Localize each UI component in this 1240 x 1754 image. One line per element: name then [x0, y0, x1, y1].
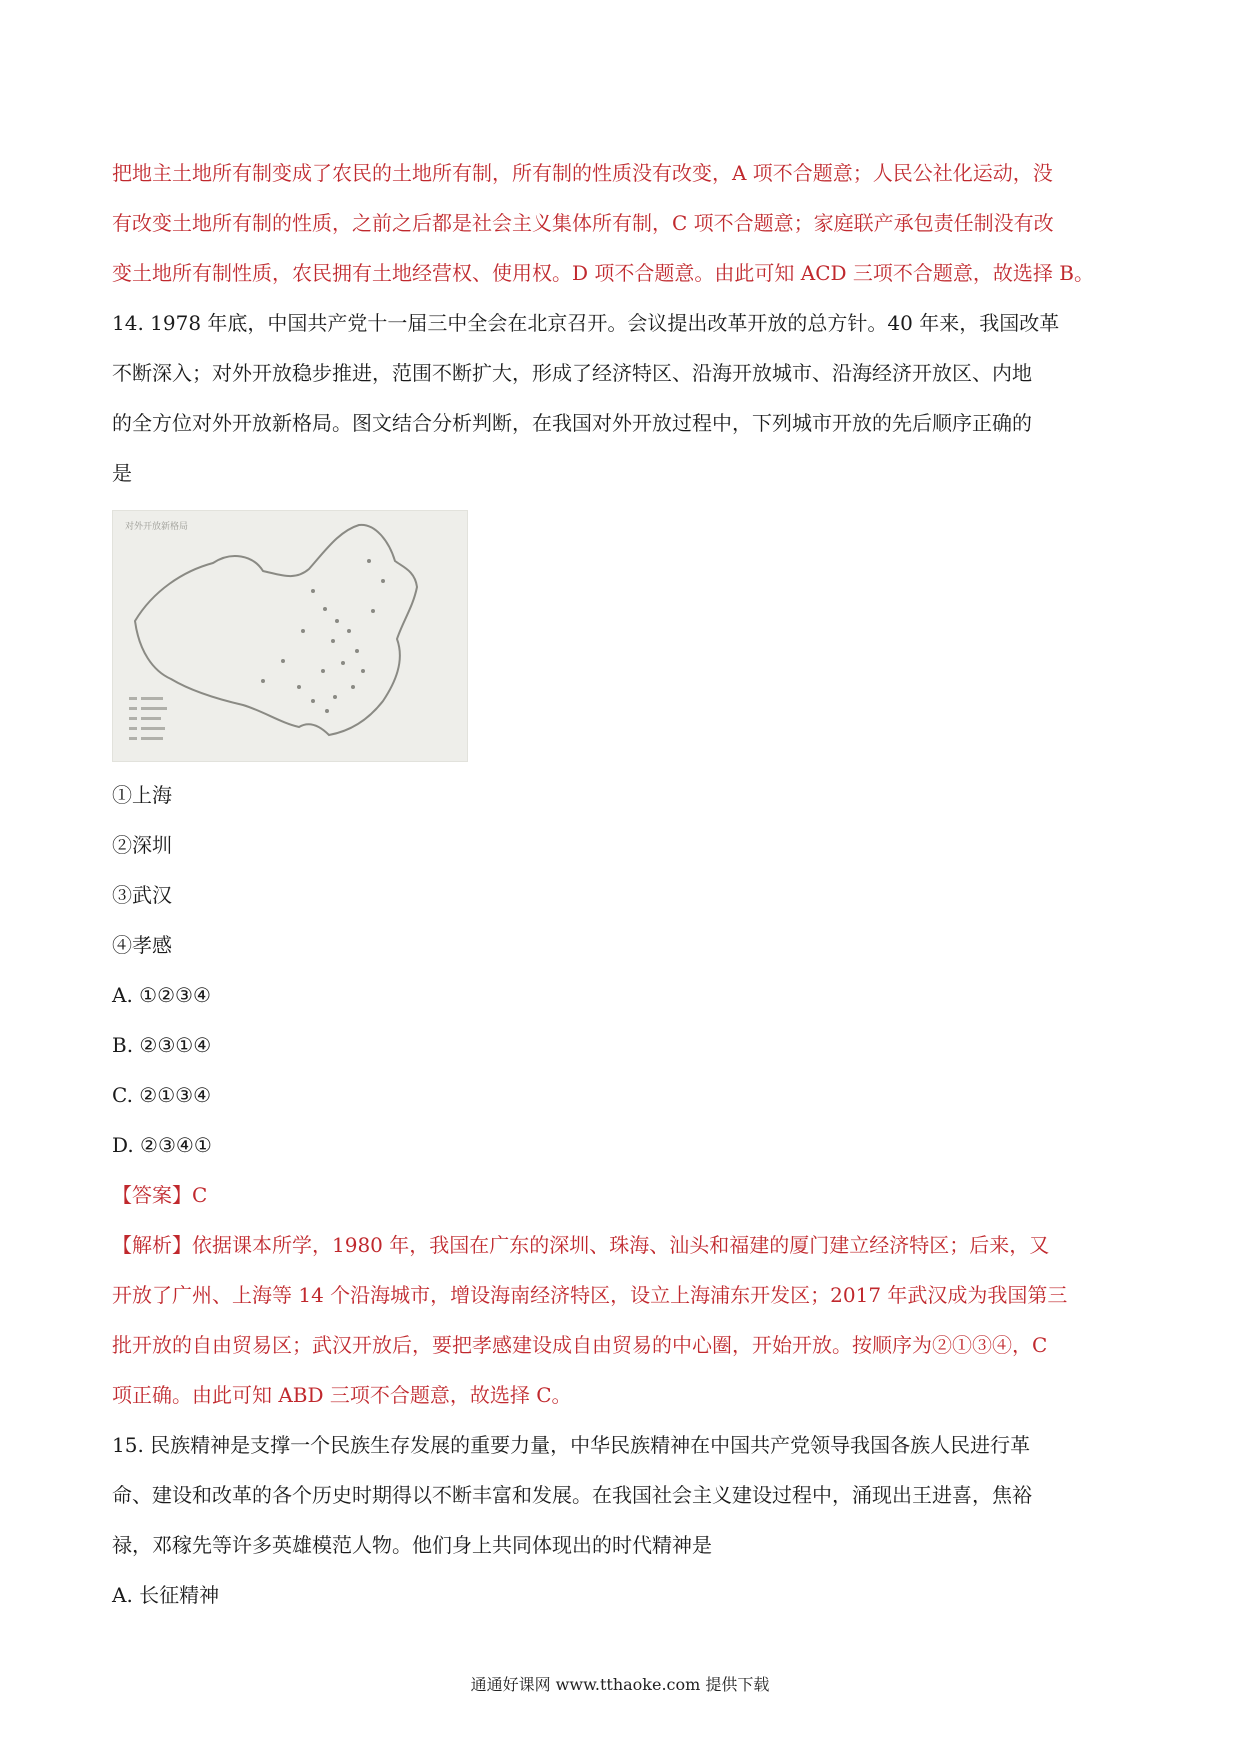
- q14-item: ②深圳: [112, 833, 172, 857]
- document-body: [112, 148, 1132, 1620]
- page-footer: 通通好课网 www.tthaoke.com 提供下载: [470, 1675, 770, 1694]
- q14-analysis-line: 批开放的自由贸易区；武汉开放后，要把孝感建设成自由贸易的中心圈，开始开放。按顺序为②①③④，C: [112, 1333, 1048, 1357]
- city-markers: [261, 559, 385, 713]
- q14-stem-line: 14. 1978 年底，中国共产党十一届三中全会在北京召开。会议提出改革开放的总方针。40 年来，我国改革: [112, 311, 1060, 335]
- q15-stem-line: 命、建设和改革的各个历史时期得以不断丰富和发展。在我国社会主义建设过程中，涌现出王进喜，焦裕: [112, 1483, 1032, 1507]
- opening-up-map-image: [112, 510, 468, 762]
- q14-analysis-line: 【解析】依据课本所学，1980 年，我国在广东的深圳、珠海、汕头和福建的厦门建立经济特区；后来，又: [112, 1233, 1050, 1257]
- q14-option-d: D. ②③④①: [112, 1133, 212, 1157]
- q14-item: ④孝感: [112, 933, 172, 957]
- map-title: 对外开放新格局: [125, 522, 189, 532]
- q14-item: ①上海: [112, 783, 172, 807]
- map-outline: [135, 525, 417, 735]
- q15-option-a: A. 长征精神: [112, 1583, 220, 1607]
- q14-option-c: C. ②①③④: [112, 1083, 212, 1107]
- q14-option-a: A. ①②③④: [112, 983, 211, 1007]
- q14-analysis-line: 项正确。由此可知 ABD 三项不合题意，故选择 C。: [112, 1383, 572, 1407]
- q14-stem-line: 不断深入；对外开放稳步推进，范围不断扩大，形成了经济特区、沿海开放城市、沿海经济开放区、内地: [112, 361, 1032, 385]
- q15-stem-line: 15. 民族精神是支撑一个民族生存发展的重要力量，中华民族精神在中国共产党领导我国各族人民进行革: [112, 1433, 1031, 1457]
- q14-item: ③武汉: [112, 883, 172, 907]
- q15-stem-line: 禄，邓稼先等许多英雄模范人物。他们身上共同体现出的时代精神是: [112, 1533, 712, 1557]
- q14-analysis-line: 开放了广州、上海等 14 个沿海城市，增设海南经济特区，设立上海浦东开发区；2017 年武汉成为我国第三: [112, 1283, 1068, 1307]
- china-map-graphic: [113, 511, 467, 761]
- map-legend: [129, 697, 167, 740]
- prev-explanation-line: 有改变土地所有制的性质，之前之后都是社会主义集体所有制，C 项不合题意；家庭联产承包责任制没有改: [112, 211, 1054, 235]
- q14-answer: 【答案】C: [112, 1183, 208, 1207]
- prev-explanation-line: 变土地所有制性质，农民拥有土地经营权、使用权。D 项不合题意。由此可知 ACD 三项不合题意，故选择 B。: [112, 261, 1094, 285]
- q14-stem-line: 的全方位对外开放新格局。图文结合分析判断，在我国对外开放过程中，下列城市开放的先后顺序正确的: [112, 411, 1032, 435]
- q14-option-b: B. ②③①④: [112, 1033, 212, 1057]
- prev-explanation-line: 把地主土地所有制变成了农民的土地所有制，所有制的性质没有改变，A 项不合题意；人民公社化运动，没: [112, 161, 1053, 185]
- q14-stem-line: 是: [112, 461, 132, 485]
